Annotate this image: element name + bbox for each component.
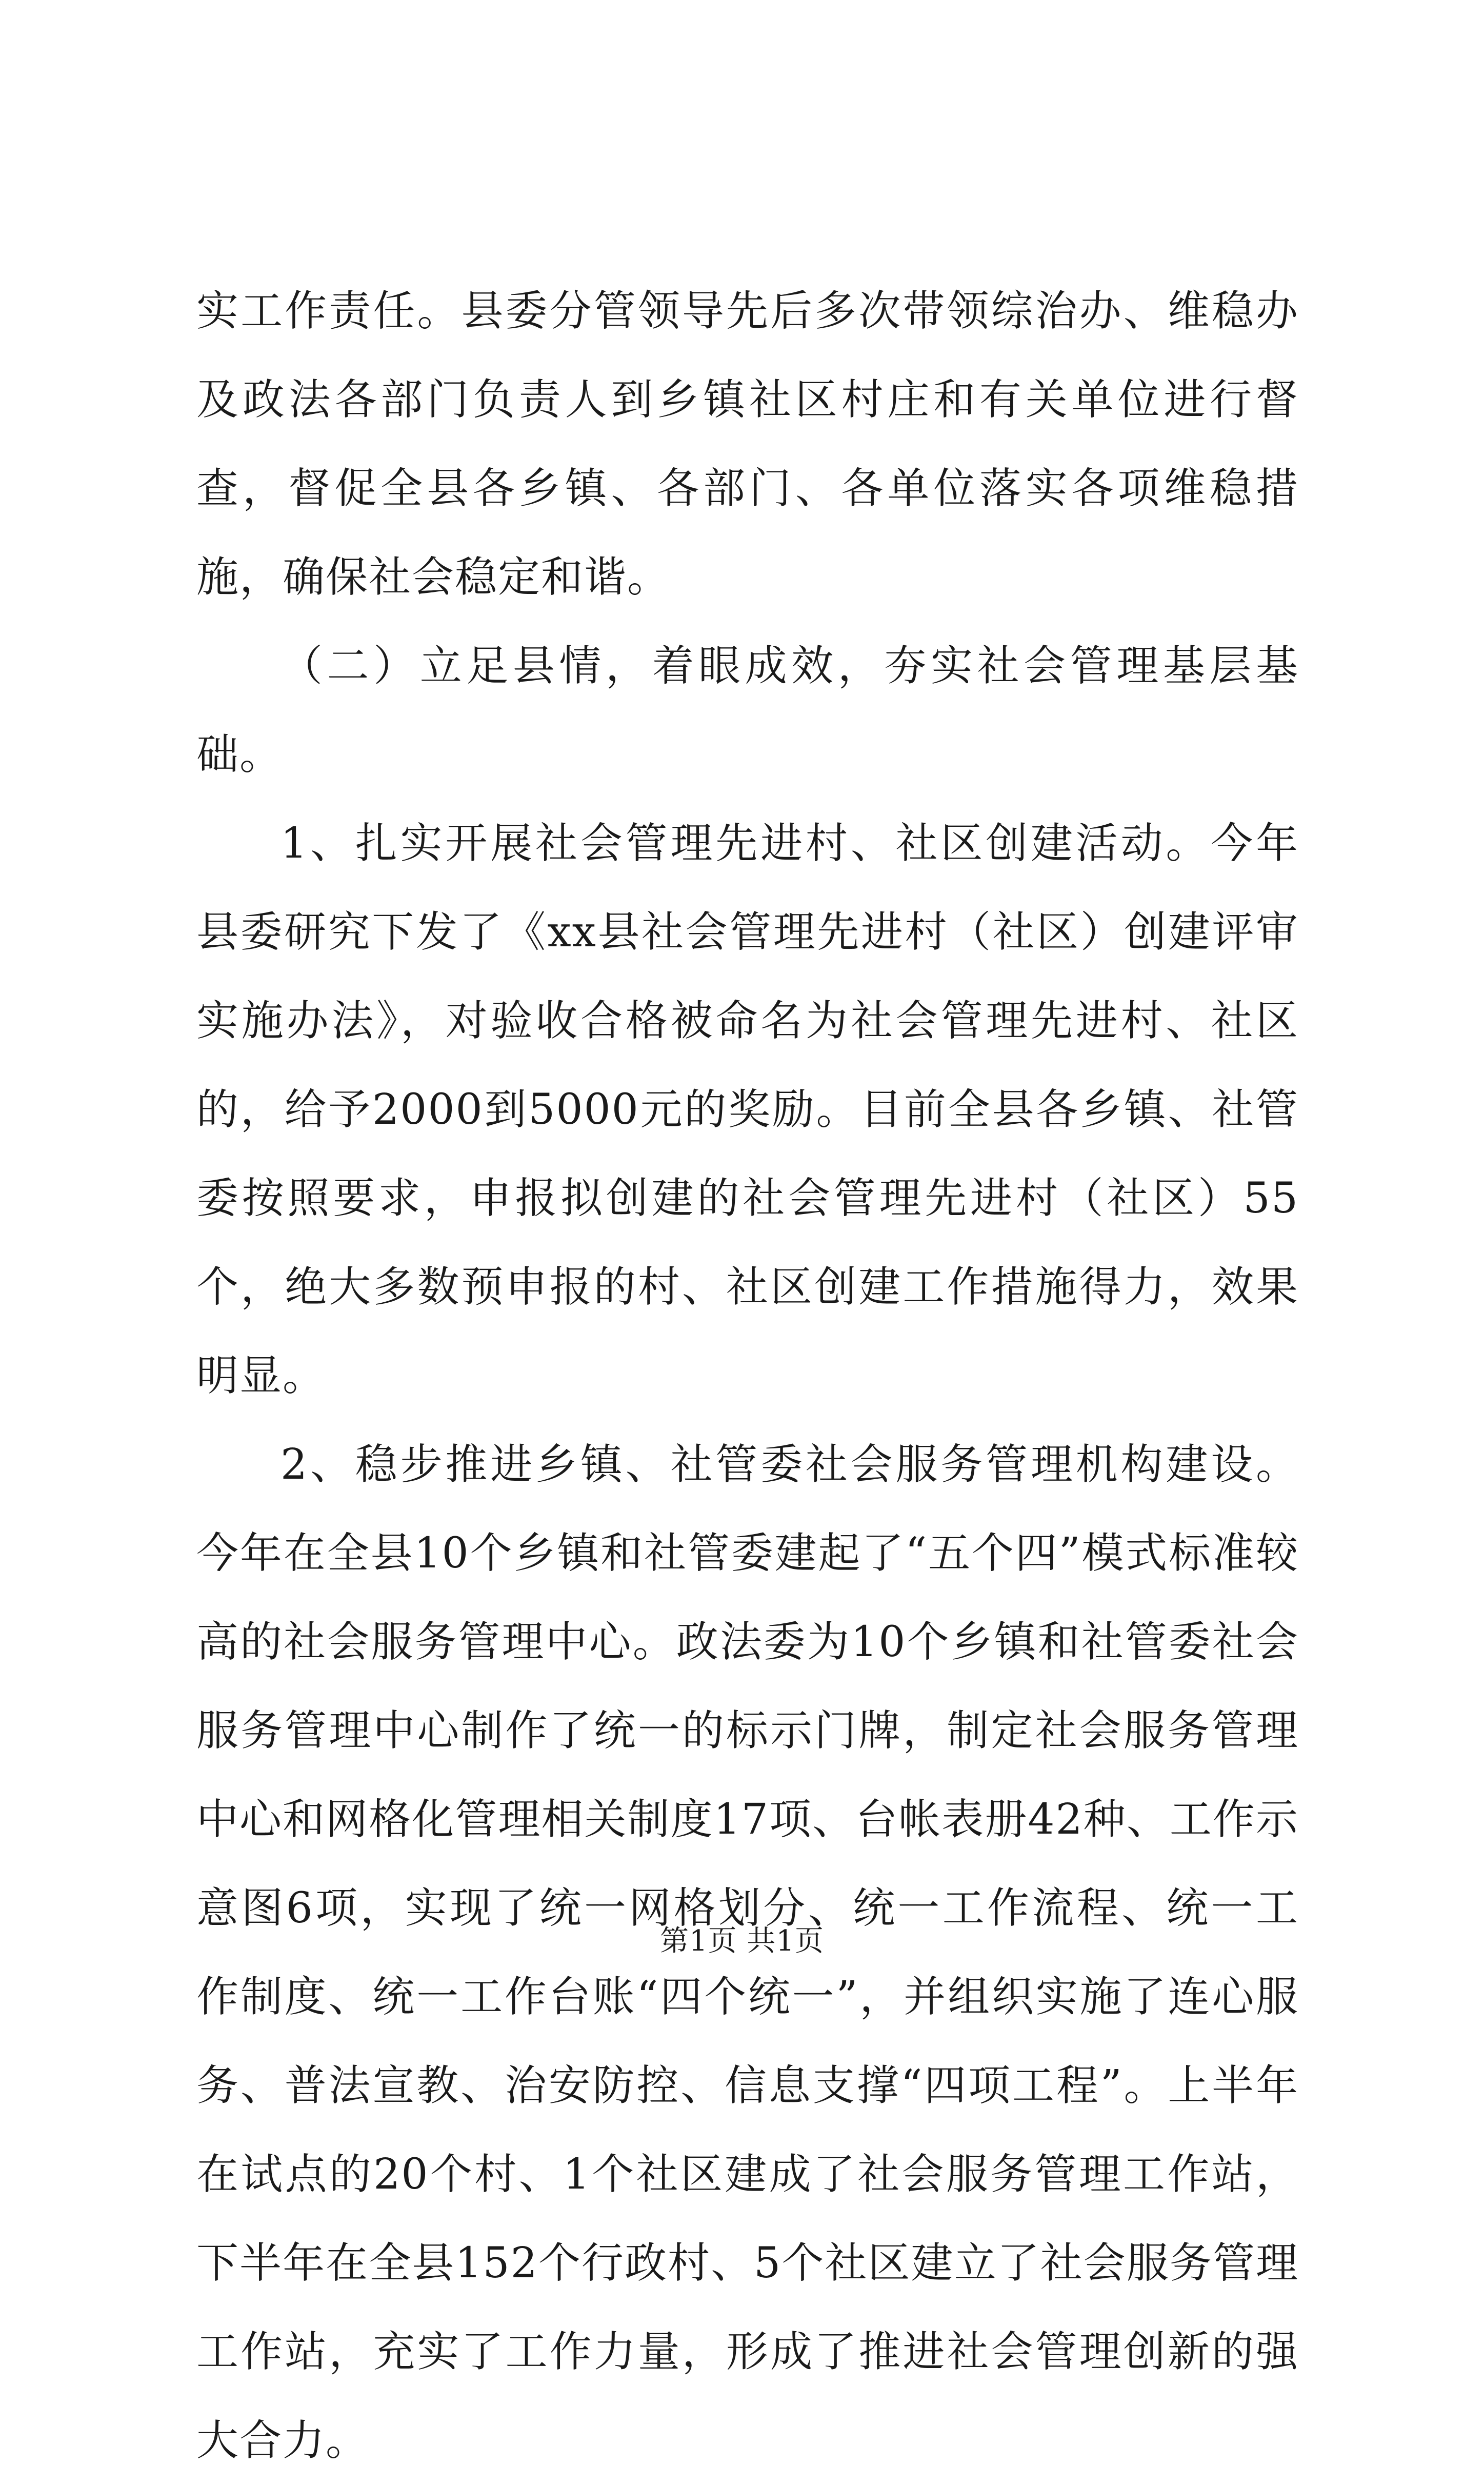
paragraph-item-2: 2、稳步推进乡镇、社管委社会服务管理机构建设。今年在全县10个乡镇和社管委建起了“五个四”模式标准较高的社会服务管理中心。政法委为10个乡镇和社管委社会服务管理中心制作了统一的标示门牌，制定社会服务管理中心和网格化管理相关制度17项、台帐表册42种、工作示意图6项，实现了统一网格划分、统一工作流程、统一工作制度、统一工作台账“四个统一”，并组织实施了连心服务、普法宣教、治安防控、信息支撑“四项工程”。上半年在试点的20个村、1个社区建成了社会服务管理工作站，下半年在全县152个行政村、5个社区建立了社会服务管理工作站，充实了工作力量，形成了推进社会管理创新的强大合力。 [196,1440,1299,2465]
section-heading: （二）立足县情，着眼成效，夯实社会管理基层基础。 [196,642,1299,779]
document-body [196,267,1299,2485]
page-footer: 第1页 共1页 [659,1924,825,1958]
paragraph-continuation: 实工作责任。县委分管领导先后多次带领综治办、维稳办及政法各部门负责人到乡镇社区村庄和有关单位进行督查，督促全县各乡镇、各部门、各单位落实各项维稳措施，确保社会稳定和谐。 [196,287,1299,602]
paragraph-item-1: 1、扎实开展社会管理先进村、社区创建活动。今年县委研究下发了《xx县社会管理先进村（社区）创建评审实施办法》，对验收合格被命名为社会管理先进村、社区的，给予2000到5000元的奖励。目前全县各乡镇、社管委按照要求，申报拟创建的社会管理先进村（社区）55个，绝大多数预申报的村、社区创建工作措施得力，效果明显。 [196,819,1299,1400]
